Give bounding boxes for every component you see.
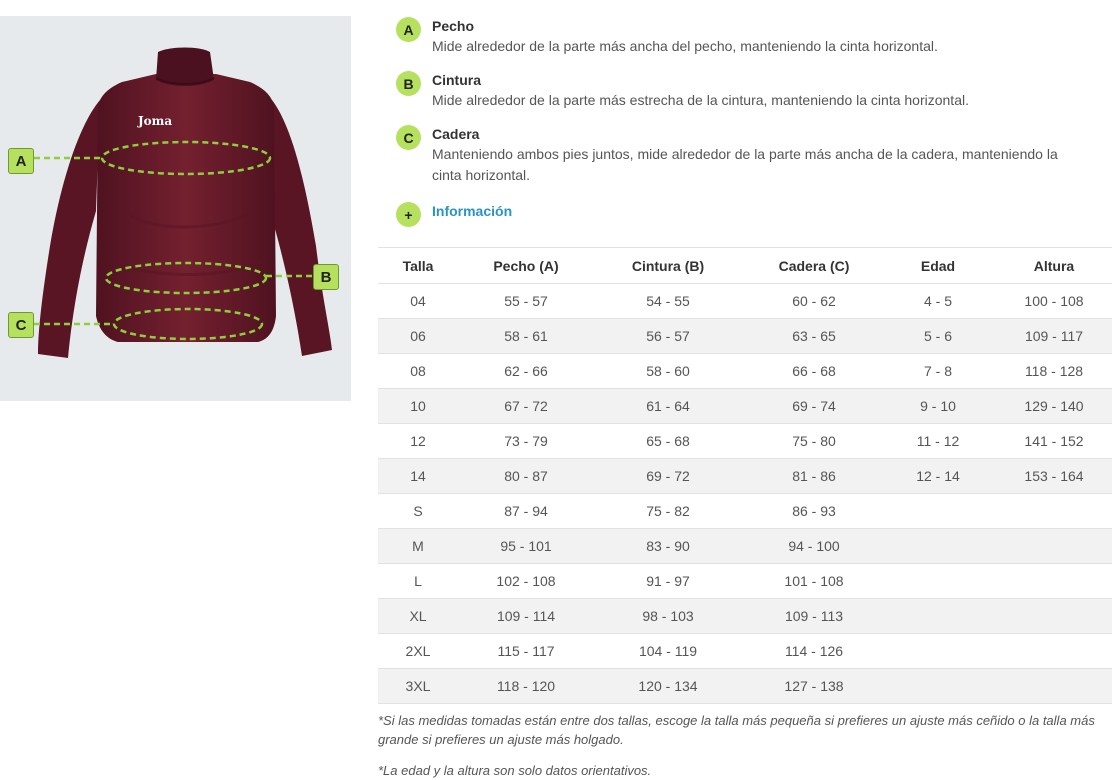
table-cell: 73 - 79 (458, 424, 594, 459)
table-cell: 69 - 74 (742, 389, 886, 424)
table-cell: 109 - 114 (458, 599, 594, 634)
column-header: Pecho (A) (458, 248, 594, 284)
size-table (378, 247, 1112, 704)
table-row (378, 354, 1112, 389)
table-cell: 3XL (378, 669, 458, 704)
table-row (378, 494, 1112, 529)
table-cell: 5 - 6 (886, 319, 990, 354)
table-cell: 12 - 14 (886, 459, 990, 494)
table-cell: 109 - 113 (742, 599, 886, 634)
table-cell: S (378, 494, 458, 529)
table-cell: XL (378, 599, 458, 634)
table-cell: 58 - 61 (458, 319, 594, 354)
table-row (378, 529, 1112, 564)
table-row (378, 424, 1112, 459)
table-row (378, 564, 1112, 599)
column-header: Cadera (C) (742, 248, 886, 284)
table-cell: 100 - 108 (990, 284, 1112, 319)
legend-title: Cintura (432, 72, 481, 88)
column-header: Altura (990, 248, 1112, 284)
table-cell (886, 669, 990, 704)
table-cell: 114 - 126 (742, 634, 886, 669)
table-cell (990, 494, 1112, 529)
footnote: *Si las medidas tomadas están entre dos tallas, escoge la talla más pequeña si prefieres un ajuste más ceñido o la talla más grande si prefieres un ajuste más holgado. (378, 713, 1095, 747)
table-cell: 75 - 80 (742, 424, 886, 459)
table-cell (990, 599, 1112, 634)
table-cell (990, 634, 1112, 669)
marker-b-icon: B (313, 264, 339, 290)
table-cell: 98 - 103 (594, 599, 742, 634)
table-cell: 69 - 72 (594, 459, 742, 494)
table-cell: 2XL (378, 634, 458, 669)
table-cell: 81 - 86 (742, 459, 886, 494)
table-cell: 60 - 62 (742, 284, 886, 319)
table-cell (990, 529, 1112, 564)
info-toggle[interactable] (396, 199, 1076, 227)
table-cell: 120 - 134 (594, 669, 742, 704)
table-cell: 129 - 140 (990, 389, 1112, 424)
table-cell: 61 - 64 (594, 389, 742, 424)
jacket-illustration (0, 16, 351, 401)
garment-figure (0, 16, 351, 401)
table-cell (886, 599, 990, 634)
table-cell (886, 529, 990, 564)
table-cell: 7 - 8 (886, 354, 990, 389)
table-cell: 91 - 97 (594, 564, 742, 599)
table-cell: 08 (378, 354, 458, 389)
table-cell: 118 - 128 (990, 354, 1112, 389)
legend-title: Cadera (432, 126, 480, 142)
table-cell (886, 634, 990, 669)
table-cell: 04 (378, 284, 458, 319)
table-cell (886, 564, 990, 599)
legend-title: Pecho (432, 18, 475, 34)
table-cell: 55 - 57 (458, 284, 594, 319)
table-cell: 83 - 90 (594, 529, 742, 564)
table-cell: 86 - 93 (742, 494, 886, 529)
table-cell: 87 - 94 (458, 494, 594, 529)
table-cell: 14 (378, 459, 458, 494)
table-cell: 67 - 72 (458, 389, 594, 424)
table-cell: 118 - 120 (458, 669, 594, 704)
table-cell: 95 - 101 (458, 529, 594, 564)
footnote: *La edad y la altura son solo datos orientativos. (378, 763, 652, 778)
table-cell: 12 (378, 424, 458, 459)
table-cell: 65 - 68 (594, 424, 742, 459)
table-cell: 63 - 65 (742, 319, 886, 354)
footnotes (378, 711, 1112, 780)
table-cell: 115 - 117 (458, 634, 594, 669)
badge-c-icon: C (396, 125, 421, 150)
brand-logo: Joma (138, 114, 173, 128)
table-row (378, 459, 1112, 494)
table-cell: 9 - 10 (886, 389, 990, 424)
table-cell (990, 564, 1112, 599)
table-cell: 06 (378, 319, 458, 354)
legend-desc: Mide alrededor de la parte más ancha del pecho, manteniendo la cinta horizontal. (432, 38, 938, 54)
legend-item-hip (396, 124, 1076, 186)
legend-desc: Manteniendo ambos pies juntos, mide alrededor de la parte más ancha de la cadera, manteniendo la cinta horizontal. (432, 146, 1058, 183)
table-cell: 62 - 66 (458, 354, 594, 389)
legend-desc: Mide alrededor de la parte más estrecha de la cintura, manteniendo la cinta horizontal. (432, 92, 969, 108)
badge-a-icon: A (396, 17, 421, 42)
table-row (378, 389, 1112, 424)
table-cell (990, 669, 1112, 704)
table-cell: 104 - 119 (594, 634, 742, 669)
column-header: Edad (886, 248, 990, 284)
table-cell: 102 - 108 (458, 564, 594, 599)
table-cell: 153 - 164 (990, 459, 1112, 494)
marker-c-icon: C (8, 312, 34, 338)
marker-a-icon: A (8, 148, 34, 174)
plus-icon[interactable]: + (396, 202, 421, 227)
legend-item-chest (396, 16, 1076, 57)
table-cell: 58 - 60 (594, 354, 742, 389)
table-row (378, 669, 1112, 704)
table-row (378, 319, 1112, 354)
table-row (378, 634, 1112, 669)
column-header: Cintura (B) (594, 248, 742, 284)
table-cell: 10 (378, 389, 458, 424)
measurement-legend (396, 16, 1076, 240)
table-cell: 4 - 5 (886, 284, 990, 319)
table-cell: 141 - 152 (990, 424, 1112, 459)
table-cell: 127 - 138 (742, 669, 886, 704)
column-header: Talla (378, 248, 458, 284)
table-cell (886, 494, 990, 529)
table-cell: 56 - 57 (594, 319, 742, 354)
table-cell: L (378, 564, 458, 599)
table-cell: 66 - 68 (742, 354, 886, 389)
table-cell: 54 - 55 (594, 284, 742, 319)
table-cell: 109 - 117 (990, 319, 1112, 354)
badge-b-icon: B (396, 71, 421, 96)
table-cell: 94 - 100 (742, 529, 886, 564)
table-row (378, 599, 1112, 634)
table-body (378, 284, 1112, 704)
table-cell: 11 - 12 (886, 424, 990, 459)
legend-item-waist (396, 70, 1076, 111)
table-cell: 101 - 108 (742, 564, 886, 599)
table-cell: 75 - 82 (594, 494, 742, 529)
table-cell: 80 - 87 (458, 459, 594, 494)
info-link[interactable]: Información (432, 203, 513, 219)
table-cell: M (378, 529, 458, 564)
table-row (378, 284, 1112, 319)
table-header-row (378, 248, 1112, 284)
